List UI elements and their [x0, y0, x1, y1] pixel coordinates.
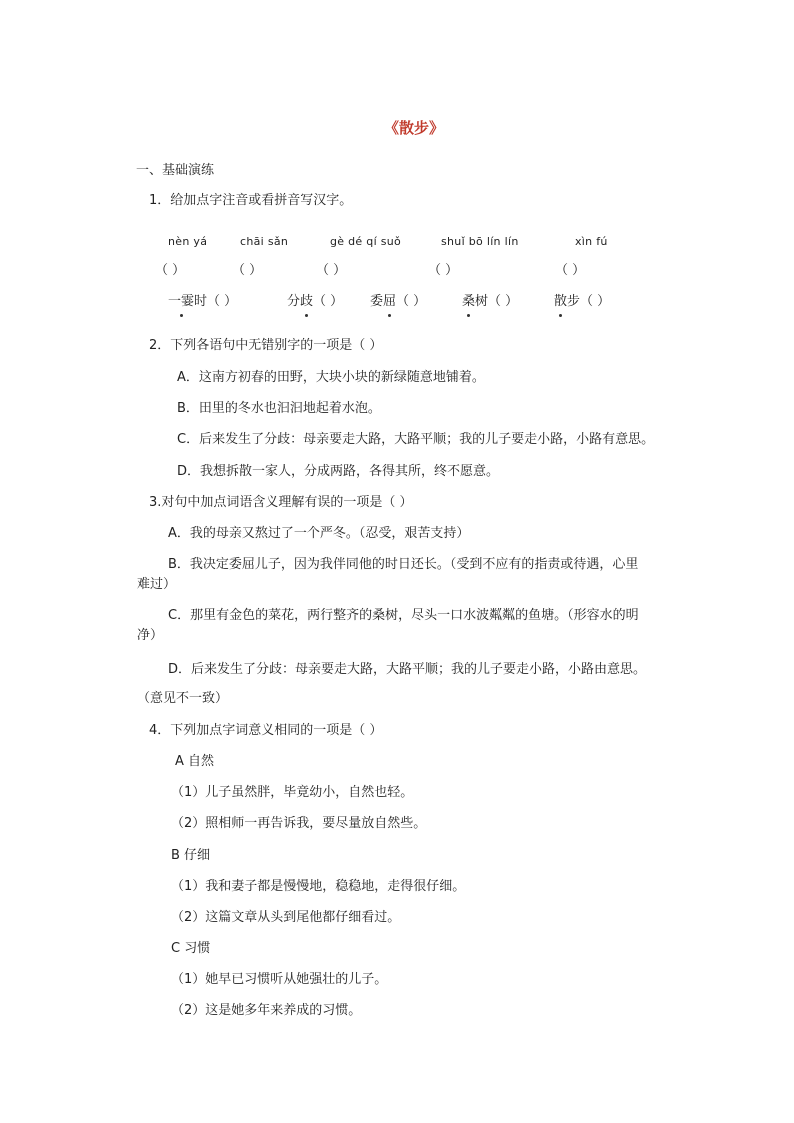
- q4-group-c-label[interactable]: C 习惯: [171, 941, 211, 956]
- q1-word-1: 一霎时（ ）: [168, 294, 238, 309]
- q4-group-a-label[interactable]: A 自然: [175, 754, 215, 769]
- q1-word-5: 散步（ ）: [554, 294, 611, 309]
- q3-option-c-line1[interactable]: C．那里有金色的菜花，两行整齐的桑树，尽头一口水波粼粼的鱼塘。（形容水的明: [168, 608, 639, 623]
- page-title: 《散步》: [384, 119, 445, 137]
- q1-stem: 1．给加点字注音或看拼音写汉字。: [149, 193, 353, 208]
- section-heading: 一、基础演练: [136, 163, 215, 178]
- q1-word-4: 桑树（ ）: [462, 294, 519, 309]
- q1-blank-3[interactable]: （ ）: [316, 263, 347, 278]
- q2-option-b[interactable]: B．田里的冬水也汩汩地起着水泡。: [177, 401, 381, 416]
- q4-group-a-sentence-2: （2）照相师一再告诉我，要尽量放自然些。: [171, 816, 427, 831]
- q2-option-a[interactable]: A．这南方初春的田野，大块小块的新绿随意地铺着。: [177, 370, 485, 385]
- q1-pinyin-4: shuǐ bō lín lín: [441, 235, 519, 248]
- q3-option-d-line2[interactable]: （意见不一致）: [137, 691, 229, 706]
- q1-pinyin-1: nèn yá: [168, 235, 208, 248]
- q3-option-c-line2[interactable]: 净）: [137, 628, 164, 643]
- q1-blank-2[interactable]: （ ）: [232, 263, 263, 278]
- q4-group-c-sentence-2: （2）这是她多年来养成的习惯。: [171, 1003, 362, 1018]
- q2-stem: 2．下列各语句中无错别字的一项是（ ）: [149, 338, 383, 353]
- q4-group-c-sentence-1: （1）她早已习惯听从她强壮的儿子。: [171, 972, 388, 987]
- q4-group-a-sentence-1: （1）儿子虽然胖，毕竟幼小，自然也轻。: [171, 785, 414, 800]
- q4-group-b-sentence-2: （2）这篇文章从头到尾他都仔细看过。: [171, 910, 401, 925]
- q1-blank-1[interactable]: （ ）: [155, 263, 186, 278]
- q1-pinyin-2: chāi sǎn: [240, 235, 289, 248]
- q4-group-b-sentence-1: （1）我和妻子都是慢慢地，稳稳地，走得很仔细。: [171, 879, 466, 894]
- q3-option-b-line2[interactable]: 难过）: [137, 577, 177, 592]
- q1-word-3: 委屈（ ）: [370, 294, 427, 309]
- q2-option-d[interactable]: D．我想拆散一家人，分成两路，各得其所，终不愿意。: [177, 464, 500, 479]
- q1-word-2: 分歧（ ）: [287, 294, 344, 309]
- q4-group-b-label[interactable]: B 仔细: [171, 848, 211, 863]
- q4-stem: 4．下列加点字词意义相同的一项是（ ）: [149, 723, 383, 738]
- q3-option-d-line1[interactable]: D．后来发生了分歧：母亲要走大路，大路平顺；我的儿子要走小路，小路由意思。: [168, 662, 647, 677]
- q3-stem: 3.对句中加点词语含义理解有误的一项是（ ）: [149, 495, 413, 510]
- q3-option-a[interactable]: A．我的母亲又熬过了一个严冬。（忍受，艰苦支持）: [168, 526, 470, 541]
- q1-blank-4[interactable]: （ ）: [428, 263, 459, 278]
- q3-option-b-line1[interactable]: B．我决定委屈儿子，因为我伴同他的时日还长。（受到不应有的指责或待遇，心里: [168, 557, 639, 572]
- q1-blank-5[interactable]: （ ）: [555, 263, 586, 278]
- q1-pinyin-3: gè dé qí suǒ: [330, 235, 402, 248]
- q1-pinyin-5: xìn fú: [575, 235, 608, 248]
- q2-option-c[interactable]: C．后来发生了分歧：母亲要走大路，大路平顺；我的儿子要走小路，小路有意思。: [177, 432, 655, 447]
